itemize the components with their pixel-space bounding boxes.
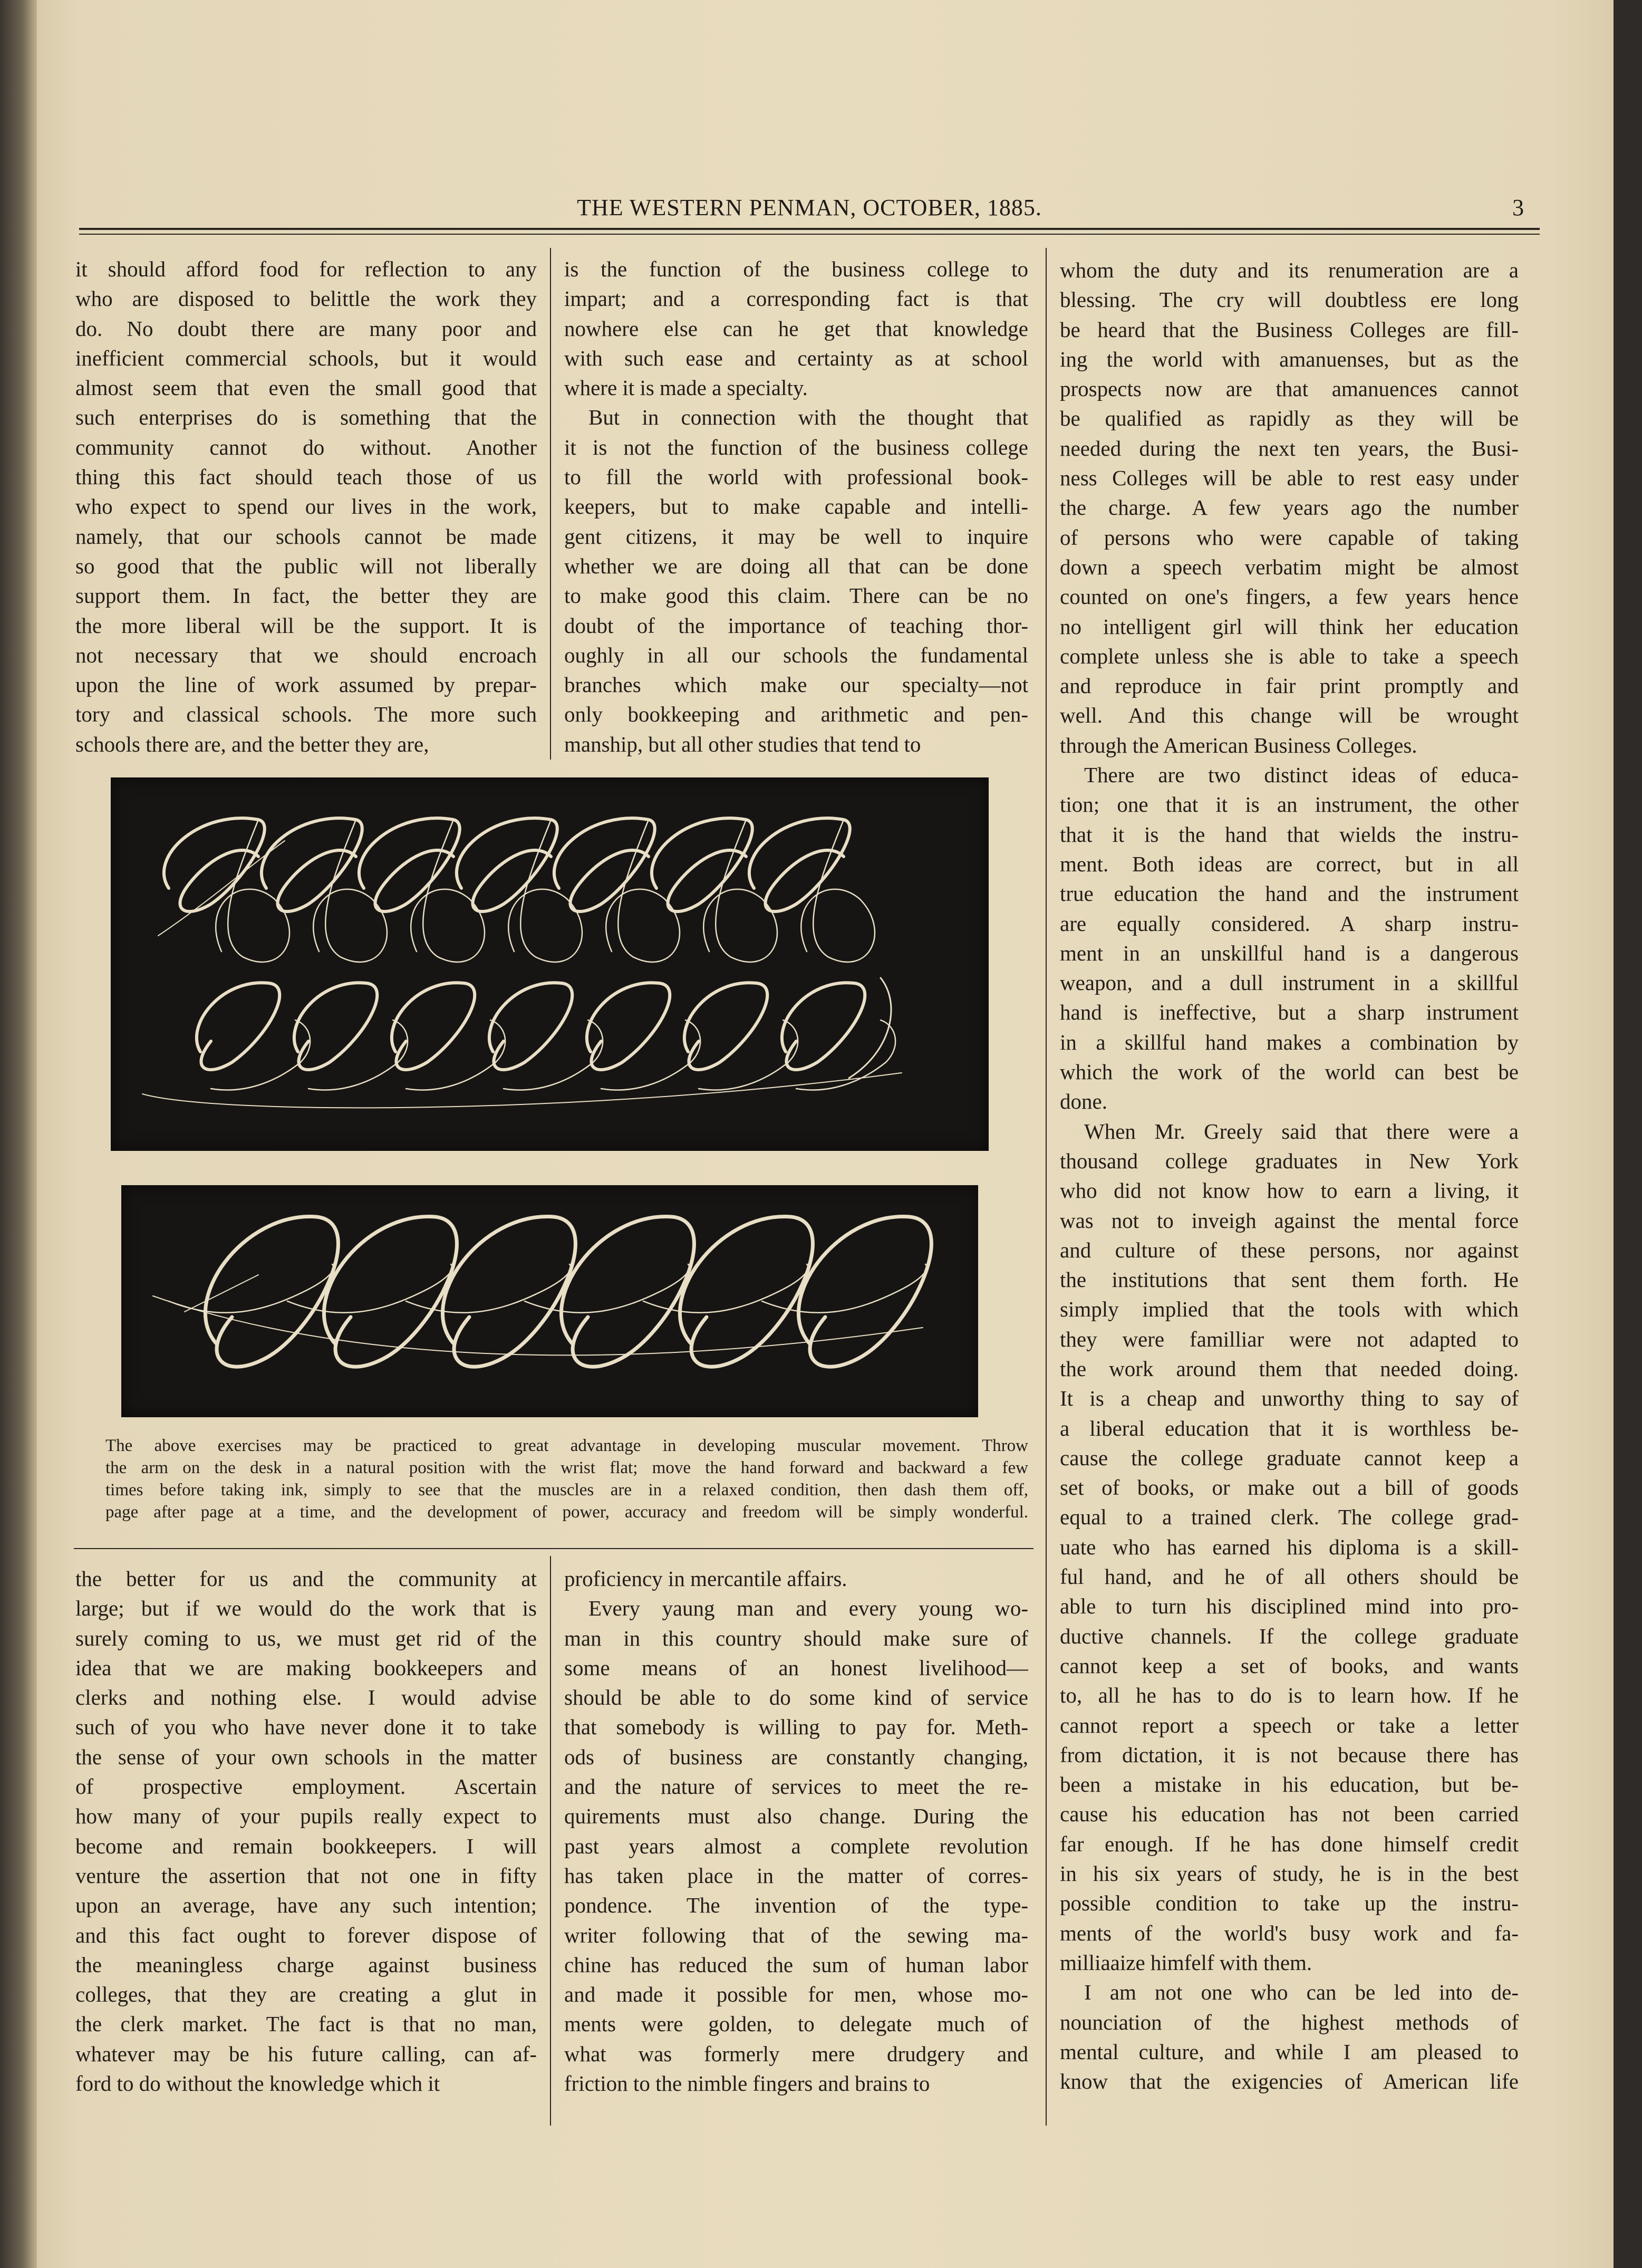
text-line: blessing. The cry will doubtless ere long — [1060, 287, 1519, 312]
running-header — [79, 194, 1540, 226]
oval-shade-stroke — [554, 818, 655, 911]
header-rule-bottom — [79, 234, 1540, 235]
text-line: who are disposed to belittle the work they — [75, 286, 537, 311]
text-line: hand is ineffective, but a sharp instrument — [1060, 1000, 1519, 1025]
text-line: upon an average, have any such intention; — [75, 1893, 537, 1918]
text-line: the charge. A few years ago the number — [1060, 495, 1519, 520]
text-line: a liberal education that it is worthless be- — [1060, 1416, 1519, 1440]
text-line: be qualified as rapidly as they will be — [1060, 406, 1519, 431]
entry-stroke — [185, 1275, 258, 1312]
text-line: ful hand, and he of all others should be — [1060, 1564, 1519, 1589]
text-line: the sense of your own schools in the matter — [75, 1744, 537, 1769]
text-line: it is not the function of the business college — [564, 435, 1028, 459]
text-line: cannot keep a set of books, and wants — [1060, 1653, 1519, 1678]
capital-shade-stroke — [680, 1217, 813, 1367]
text-line: venture the assertion that not one in fifty — [75, 1863, 537, 1888]
oval-shade-stroke — [587, 983, 670, 1070]
text-line: the meaningless charge against business — [75, 1952, 537, 1977]
text-line: schools there are, and the better they are, — [75, 732, 429, 756]
text-line: uate who has earned his diploma is a skill- — [1060, 1534, 1519, 1559]
text-line: from dictation, it is not because there has — [1060, 1742, 1519, 1767]
oval-shade-stroke — [294, 983, 377, 1070]
text-line: complete unless she is able to take a speech — [1060, 643, 1519, 668]
text-line: impart; and a corresponding fact is that — [564, 286, 1028, 311]
text-line: nounciation of the highest methods of — [1060, 2010, 1519, 2034]
article-column-middle-bottom — [564, 1564, 1028, 2098]
text-line: of persons who were capable of taking — [1060, 525, 1519, 550]
text-line: whom the duty and its renumeration are a — [1060, 258, 1519, 282]
text-line: to, all he has to do is to learn how. If he — [1060, 1683, 1519, 1708]
text-line: past years almost a complete revolution — [564, 1833, 1028, 1858]
oval-shade-stroke — [652, 818, 752, 911]
penmanship-exercise-plate-1 — [111, 777, 989, 1151]
text-line: should be able to do some kind of service — [564, 1685, 1028, 1710]
text-line: whether we are doing all that can be done — [564, 553, 1028, 578]
text-line: to make good this claim. There can be no — [564, 583, 1028, 608]
text-line: that it is the hand that wields the instru- — [1060, 822, 1519, 847]
text-line: and made it possible for men, whose mo- — [564, 1982, 1028, 2007]
text-line: I am not one who can be led into de- — [1084, 1980, 1519, 2005]
capital-shade-stroke — [561, 1217, 694, 1367]
text-line: who expect to spend our lives in the work, — [75, 494, 537, 519]
text-line: needed during the next ten years, the Busi- — [1060, 436, 1519, 460]
text-line: the more liberal will be the support. It is — [75, 613, 537, 638]
text-line: with such ease and certainty as at school — [564, 345, 1028, 370]
caption-line: the arm on the desk in a natural position with the wrist flat; move the hand forward and backward a few — [105, 1458, 1028, 1477]
article-column-right — [1060, 255, 1519, 2096]
text-line: no intelligent girl will think her education — [1060, 614, 1519, 639]
oval-shade-stroke — [262, 818, 362, 911]
text-line: in a skillful hand makes a combination by — [1060, 1030, 1519, 1054]
text-line: true education the hand and the instrument — [1060, 881, 1519, 906]
capital-crossing-stroke — [762, 1264, 927, 1313]
text-line: tion; one that it is an instrument, the other — [1060, 792, 1519, 817]
publication-title: THE WESTERN PENMAN, OCTOBER, 1885. — [577, 195, 1042, 220]
text-line: ness Colleges will be able to rest easy under — [1060, 466, 1519, 491]
text-line: inefficient commercial schools, but it would — [75, 345, 537, 370]
text-line: upon the line of work assumed by prepar- — [75, 672, 537, 697]
text-line: is the function of the business college to — [564, 257, 1028, 281]
book-binding-edge — [0, 0, 37, 2268]
text-line: tory and classical schools. The more such — [75, 702, 537, 727]
caption-line: The above exercises may be practiced to great advantage in developing muscular movement. Throw — [105, 1436, 1028, 1455]
oval-shade-stroke — [489, 983, 572, 1070]
oval-shade-stroke — [782, 983, 865, 1070]
capital-crossing-stroke — [287, 1264, 452, 1313]
text-line: know that the exigencies of American life — [1060, 2069, 1519, 2094]
text-line: simply implied that the tools with which — [1060, 1297, 1519, 1322]
column-divider-left-bottom — [550, 1556, 551, 2126]
text-line: equal to a trained clerk. The college grad- — [1060, 1505, 1519, 1530]
oval-shade-stroke — [359, 818, 460, 911]
text-line: not necessary that we should encroach — [75, 642, 537, 667]
text-line: nowhere else can he get that knowledge — [564, 316, 1028, 341]
text-line: do. No doubt there are many poor and — [75, 316, 537, 341]
text-line: possible condition to take up the instru- — [1060, 1891, 1519, 1916]
article-column-left-top — [75, 254, 537, 759]
text-line: become and remain bookkeepers. I will — [75, 1833, 537, 1858]
text-line: ments were golden, to delegate much of — [564, 2012, 1028, 2036]
penmanship-exercise-plate-2 — [121, 1185, 978, 1417]
capital-shade-stroke — [442, 1217, 575, 1367]
capital-shade-stroke — [798, 1217, 931, 1367]
text-line: mental culture, and while I am pleased to — [1060, 2039, 1519, 2064]
text-line: cause his education has not been carried — [1060, 1802, 1519, 1827]
text-line: such enterprises do is something that the — [75, 405, 537, 430]
text-line: so good that the public will not liberally — [75, 553, 537, 578]
text-line: they were familliar were not adapted to — [1060, 1327, 1519, 1351]
text-line: far enough. If he has done himself credit — [1060, 1831, 1519, 1856]
text-line: through the American Business Colleges. — [1060, 733, 1417, 757]
text-line: only bookkeeping and arithmetic and pen- — [564, 702, 1028, 727]
text-line: surely coming to us, we must get rid of the — [75, 1626, 537, 1650]
text-line: down a speech verbatim might be almost — [1060, 554, 1519, 579]
text-line: ods of business are constantly changing, — [564, 1744, 1028, 1769]
text-line: which the work of the world can best be — [1060, 1060, 1519, 1084]
text-line: ing the world with amanuenses, but as the — [1060, 347, 1519, 371]
caption-rule — [74, 1548, 1034, 1549]
text-line: set of books, or make out a bill of goods — [1060, 1475, 1519, 1500]
text-line: where it is made a specialty. — [564, 376, 808, 400]
capital-crossing-stroke — [643, 1264, 808, 1313]
text-line: ment. Both ideas are correct, but in all — [1060, 851, 1519, 876]
text-line: whatever may be his future calling, can af- — [75, 2041, 537, 2066]
text-line: gent citizens, it may be well to inquire — [564, 524, 1028, 549]
text-line: prospects now are that amanuences cannot — [1060, 377, 1519, 401]
text-line: the clerk market. The fact is that no man, — [75, 2012, 537, 2036]
text-line: When Mr. Greely said that there were a — [1084, 1119, 1519, 1143]
text-line: branches which make our specialty—not — [564, 672, 1028, 697]
text-line: weapon, and a dull instrument in a skillful — [1060, 970, 1519, 995]
text-line: counted on one's fingers, a few years hence — [1060, 584, 1519, 609]
text-line: in his six years of study, he is in the best — [1060, 1861, 1519, 1886]
caption-line: times before taking ink, simply to see that the muscles are in a relaxed condition, then dash them off, — [105, 1481, 1028, 1500]
text-line: been a mistake in his education, but be- — [1060, 1772, 1519, 1797]
text-line: done. — [1060, 1089, 1107, 1114]
text-line: and culture of these persons, nor against — [1060, 1237, 1519, 1262]
text-line: pondence. The invention of the type- — [564, 1893, 1028, 1918]
text-line: writer following that of the sewing ma- — [564, 1923, 1028, 1947]
text-line: thing this fact should teach those of us — [75, 465, 537, 489]
text-line: ments of the world's busy work and fa- — [1060, 1920, 1519, 1945]
text-line: some means of an honest livelihood— — [564, 1655, 1028, 1680]
text-line: There are two distinct ideas of educa- — [1084, 763, 1519, 787]
text-line: idea that we are making bookkeepers and — [75, 1655, 537, 1680]
text-line: ment in an unskillful hand is a dangerous — [1060, 940, 1519, 965]
text-line: oughly in all our schools the fundamental — [564, 642, 1028, 667]
oval-shade-stroke — [684, 983, 767, 1070]
text-line: and this fact ought to forever dispose of — [75, 1923, 537, 1947]
caption-line: page after page at a time, and the development of power, accuracy and freedom will be simply wonderful. — [105, 1503, 1028, 1522]
text-line: proficiency in mercantile affairs. — [564, 1567, 847, 1591]
penmanship-exercise-drawing-1 — [111, 777, 989, 1151]
text-line: support them. In fact, the better they are — [75, 583, 537, 608]
text-line: man in this country should make sure of — [564, 1626, 1028, 1650]
text-line: large; but if we would do the work that is — [75, 1596, 537, 1621]
text-line: friction to the nimble fingers and brains to — [564, 2071, 930, 2096]
text-line: it should afford food for reflection to any — [75, 257, 537, 281]
text-line: who did not know how to earn a living, it — [1060, 1178, 1519, 1203]
header-rule-top — [79, 228, 1540, 230]
text-line: able to turn his disciplined mind into pro- — [1060, 1594, 1519, 1619]
text-line: and the nature of services to meet the re- — [564, 1774, 1028, 1799]
capital-crossing-stroke — [169, 1264, 334, 1313]
text-line: keepers, but to make capable and intelli- — [564, 494, 1028, 519]
text-line: the institutions that sent them forth. He — [1060, 1267, 1519, 1292]
text-line: community cannot do without. Another — [75, 435, 537, 459]
text-line: ford to do without the knowledge which it — [75, 2071, 440, 2096]
connected-a-row — [158, 818, 875, 962]
text-line: well. And this change will be wrought — [1060, 703, 1519, 728]
text-line: cannot report a speech or take a letter — [1060, 1713, 1519, 1737]
text-line: ductive channels. If the college graduate — [1060, 1623, 1519, 1648]
page-number: 3 — [1512, 195, 1524, 220]
text-line: quirements must also change. During the — [564, 1804, 1028, 1829]
capital-crossing-stroke — [525, 1264, 690, 1313]
oval-shade-stroke — [197, 983, 279, 1070]
text-line: chine has reduced the sum of human labor — [564, 1952, 1028, 1977]
text-line: how many of your pupils really expect to — [75, 1804, 537, 1829]
text-line: almost seem that even the small good that — [75, 376, 537, 400]
text-line: to fill the world with professional book- — [564, 465, 1028, 489]
text-line: the better for us and the community at — [75, 1567, 537, 1591]
text-line: the work around them that needed doing. — [1060, 1356, 1519, 1381]
oval-shade-stroke — [164, 818, 265, 911]
text-line: colleges, that they are creating a glut in — [75, 1982, 537, 2007]
text-line: what was formerly mere drudgery and — [564, 2041, 1028, 2066]
text-line: doubt of the importance of teaching thor- — [564, 613, 1028, 638]
capital-shade-stroke — [324, 1217, 457, 1367]
text-line: Every yaung man and every young wo- — [588, 1596, 1028, 1621]
text-line: clerks and nothing else. I would advise — [75, 1685, 537, 1710]
text-line: thousand college graduates in New York — [1060, 1148, 1519, 1173]
article-column-left-bottom — [75, 1564, 537, 2098]
text-line: cause the college graduate cannot keep a — [1060, 1445, 1519, 1470]
text-line: namely, that our schools cannot be made — [75, 524, 537, 549]
text-line: that somebody is willing to pay for. Meth- — [564, 1715, 1028, 1740]
plate-caption — [105, 1435, 1028, 1523]
text-line: be heard that the Business Colleges are fill- — [1060, 317, 1519, 342]
capital-crossing-stroke — [406, 1264, 571, 1313]
text-line: are equally considered. A sharp instru- — [1060, 911, 1519, 936]
penmanship-exercise-drawing-2 — [121, 1185, 978, 1417]
oval-shade-stroke — [749, 818, 850, 911]
text-line: such of you who have never done it to take — [75, 1715, 537, 1740]
text-line: of prospective employment. Ascertain — [75, 1774, 537, 1799]
text-line: But in connection with the thought that — [588, 405, 1028, 430]
text-line: has taken place in the matter of corres- — [564, 1863, 1028, 1888]
text-line: It is a cheap and unworthy thing to say of — [1060, 1386, 1519, 1411]
text-line: was not to inveigh against the mental force — [1060, 1208, 1519, 1233]
text-line: manship, but all other studies that tend to — [564, 732, 921, 756]
text-line: and reproduce in fair print promptly and — [1060, 674, 1519, 698]
oval-shade-stroke — [457, 818, 557, 911]
text-line: milliaaize himfelf with them. — [1060, 1950, 1312, 1975]
connected-o-row — [142, 978, 902, 1108]
column-divider-left-top — [550, 248, 551, 760]
column-divider-right — [1046, 248, 1047, 2126]
oval-shade-stroke — [392, 983, 475, 1070]
article-column-middle-top — [564, 254, 1028, 759]
